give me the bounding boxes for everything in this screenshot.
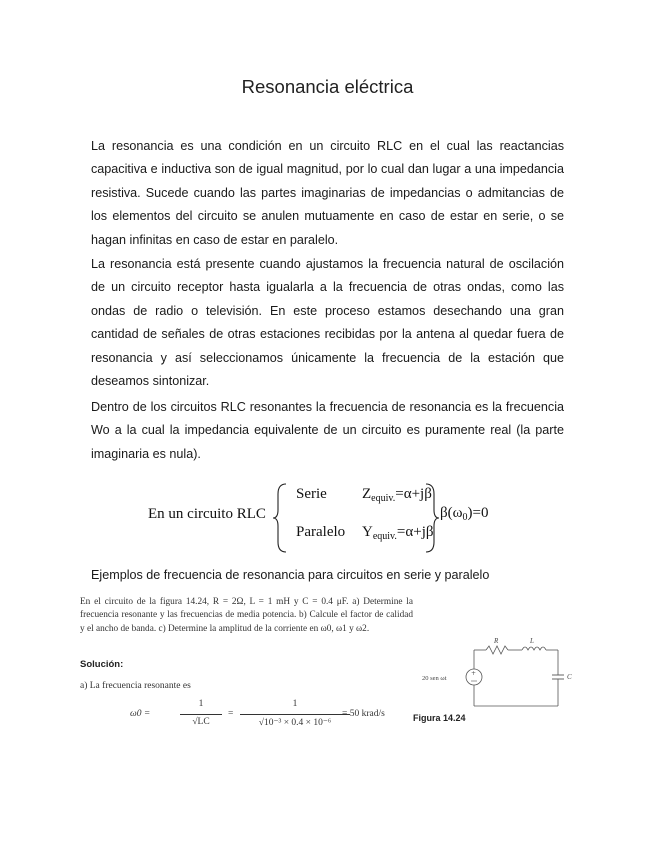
source-label: 20 sen ωt <box>422 675 447 682</box>
r-label: R <box>494 637 499 645</box>
paragraph-tuning: La resonancia está presente cuando ajustamos la frecuencia natural de oscilación de un circuito receptor hasta igualarla a la frecuencia de otras ondas, como las ondas de radio o televisión. En este proceso estamos desechando una gran cantidad de señales de otras estaciones recibidas por la antena al quedar fuera de resonancia y así seleccionamos únicamente la frecuencia de la estación que deseamos sintonizar. <box>91 257 564 389</box>
right-brace <box>424 482 440 554</box>
formula-series-expr: $Z_{equiv.}=\alpha+j\beta$ <box>362 486 432 504</box>
svg-text:+: + <box>471 670 477 677</box>
resonant-frequency-equation <box>80 699 385 733</box>
figure-caption: Figura 14.24 <box>413 713 466 723</box>
paragraph-resonant-frequency: Dentro de los circuitos RLC resonantes la frecuencia de resonancia es la frecuencia Wo a la cual la impedancia equivalente de un circuito es puramente real (la parte imaginaria es nula). <box>91 400 564 461</box>
c-label: C <box>567 673 572 681</box>
eq-lhs: ω0 = <box>130 709 151 719</box>
examples-heading: Ejemplos de frecuencia de resonancia para circuitos en serie y paralelo <box>91 568 490 582</box>
parallel-label: Paralelo <box>296 524 346 540</box>
formula-tail: $\beta(\omega_0)=0$ <box>440 505 489 523</box>
eq-num2: 1 <box>292 699 298 709</box>
eq-num1: 1 <box>198 699 204 709</box>
eq-mid: = <box>228 709 234 719</box>
solution-label: Solución: <box>80 659 124 670</box>
eq-den2: √10⁻³ × 0.4 × 10⁻⁶ <box>258 718 332 728</box>
formula-lead: En un circuito RLC <box>148 506 266 522</box>
formula-parallel-row <box>296 524 345 541</box>
left-brace <box>272 482 288 554</box>
paragraph-definition: La resonancia es una condición en un circuito RLC en el cual las reactancias capacitiva e inductiva son de igual magnitud, por lo cual dan lugar a una impedancia resistiva. Sucede cuando las partes imaginarias de impedancias o admitancias de los elementos del circuito se anulen mutuamente en caso de estar en serie, o se hagan infinitas en caso de estar en paralelo. <box>91 139 564 247</box>
eq-den1: √LC <box>192 717 210 727</box>
inductor-symbol <box>522 647 546 650</box>
formula-parallel-expr: $Y_{equiv.}=\alpha+j\beta$ <box>362 524 434 542</box>
resonance-condition-formula <box>0 478 655 556</box>
problem-statement: En el circuito de la figura 14.24, R = 2Ω, L = 1 mH y C = 0.4 μF. a) Determine la frecuencia resonante y las frecuencias de media potencia. b) Calcule el factor de calidad y el ancho de banda. c) Determine la amplitud de la corriente en ω0, ω1 y ω2. <box>80 597 413 634</box>
rlc-series-circuit-diagram <box>418 636 578 716</box>
part-a-text: a) La frecuencia resonante es <box>80 681 191 691</box>
series-label: Serie <box>296 486 327 502</box>
l-label: L <box>530 637 534 645</box>
resistor-symbol <box>486 646 508 654</box>
textbook-excerpt <box>80 596 590 736</box>
formula-series-row <box>296 486 327 503</box>
eq-result: = 50 krad/s <box>342 709 385 719</box>
page-title: Resonancia eléctrica <box>241 76 414 97</box>
